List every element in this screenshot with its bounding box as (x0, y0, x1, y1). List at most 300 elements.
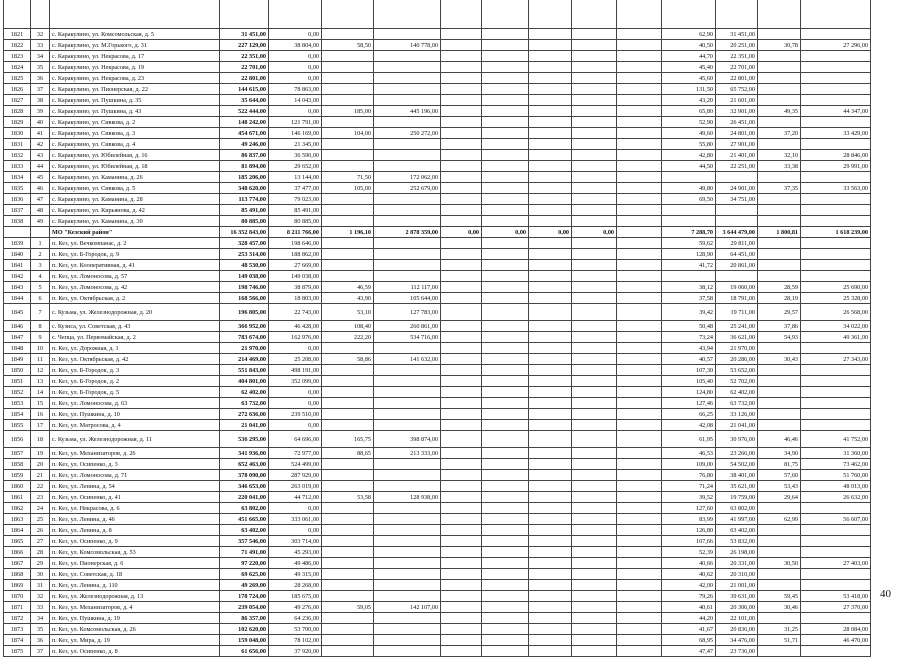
amount-cell: 0,00 (269, 106, 322, 117)
area-cell (758, 139, 801, 150)
row-number-cell: 1849 (4, 354, 31, 365)
empty-cell (617, 29, 662, 40)
empty-cell (617, 117, 662, 128)
value-cell (482, 387, 529, 398)
value-cell (482, 503, 529, 514)
amount-cell: 0,00 (269, 525, 322, 536)
item-number-cell: 35 (31, 624, 50, 635)
value-cell (529, 249, 572, 260)
repair-cost-cell: 3 644 479,00 (716, 227, 758, 238)
value-cell (529, 51, 572, 62)
row-number-cell: 1835 (4, 183, 31, 194)
value-cell (529, 365, 572, 376)
item-number-cell: 49 (31, 216, 50, 227)
empty-cell (617, 183, 662, 194)
amount-cell: 49 486,00 (269, 558, 322, 569)
area-cell (758, 365, 801, 376)
repair-cost-cell: 34 476,00 (716, 635, 758, 646)
value-cell (441, 84, 482, 95)
value-cell (529, 95, 572, 106)
row-number-cell: 1869 (4, 580, 31, 591)
value-cell (482, 332, 529, 343)
table-row (4, 161, 871, 172)
repair-cost-cell (801, 569, 871, 580)
value-cell (572, 249, 617, 260)
total-cost-cell: 348 620,00 (220, 183, 269, 194)
address-cell: п. Кез, ул. Ленина, д. 54 (50, 481, 220, 492)
table-row (4, 409, 871, 420)
value-cell (482, 580, 529, 591)
table-row (4, 293, 871, 304)
repair-cost-cell (374, 613, 441, 624)
area-cell (322, 624, 374, 635)
value-cell (529, 321, 572, 332)
area-cell: 40,57 (662, 354, 716, 365)
value-cell (572, 117, 617, 128)
table-row (4, 332, 871, 343)
address-cell: п. Кез, ул. Осипенко, д. 3 (50, 459, 220, 470)
empty-cell (617, 343, 662, 354)
value-cell (482, 260, 529, 271)
repair-cost-cell: 21 001,00 (716, 580, 758, 591)
repair-cost-cell (801, 580, 871, 591)
area-cell: 88,65 (322, 448, 374, 459)
value-cell (441, 481, 482, 492)
amount-cell: 0,00 (269, 503, 322, 514)
amount-cell: 64 696,00 (269, 431, 322, 448)
item-number-cell: 34 (31, 51, 50, 62)
area-cell: 57,60 (758, 470, 801, 481)
item-number-cell: 12 (31, 365, 50, 376)
total-cost-cell: 81 894,00 (220, 161, 269, 172)
repair-cost-cell (801, 503, 871, 514)
row-number-cell: 1827 (4, 95, 31, 106)
area-cell: 55,80 (662, 139, 716, 150)
empty-cell (617, 591, 662, 602)
value-cell (529, 547, 572, 558)
row-number-cell: 1870 (4, 591, 31, 602)
value-cell (482, 354, 529, 365)
repair-cost-cell (374, 260, 441, 271)
repair-cost-cell (374, 503, 441, 514)
value-cell (572, 73, 617, 84)
value-cell (529, 525, 572, 536)
row-number-cell: 1836 (4, 194, 31, 205)
area-cell: 81,75 (758, 459, 801, 470)
row-number-cell: 1840 (4, 249, 31, 260)
value-cell (572, 84, 617, 95)
address-cell: с. Каракулино, ул. Каманина, д. 26 (50, 172, 220, 183)
item-number-cell: 22 (31, 481, 50, 492)
empty-cell (617, 321, 662, 332)
value-cell (529, 205, 572, 216)
value-cell (529, 216, 572, 227)
repair-cost-cell: 105 644,00 (374, 293, 441, 304)
value-cell (529, 139, 572, 150)
amount-cell: 21 345,00 (269, 139, 322, 150)
table-row (4, 514, 871, 525)
total-cost-cell: 48 530,00 (220, 260, 269, 271)
row-number-cell: 1826 (4, 84, 31, 95)
value-cell (482, 492, 529, 503)
value-cell (529, 343, 572, 354)
area-cell (758, 117, 801, 128)
empty-cell (617, 448, 662, 459)
total-cost-cell: 149 038,00 (220, 271, 269, 282)
value-cell (529, 448, 572, 459)
value-cell (482, 459, 529, 470)
repair-cost-cell (801, 73, 871, 84)
value-cell (441, 525, 482, 536)
amount-cell: 18 803,00 (269, 293, 322, 304)
area-cell (758, 646, 801, 657)
item-number-cell: 45 (31, 172, 50, 183)
area-cell: 30,43 (758, 354, 801, 365)
value-cell: 0,00 (572, 227, 617, 238)
area-cell (322, 73, 374, 84)
total-cost-cell: 144 615,00 (220, 84, 269, 95)
amount-cell: 28 268,00 (269, 580, 322, 591)
repair-cost-cell (374, 420, 441, 431)
total-cost-cell: 378 090,00 (220, 470, 269, 481)
row-number-cell: 1845 (4, 304, 31, 321)
item-number-cell: 8 (31, 321, 50, 332)
value-cell (482, 172, 529, 183)
value-cell (441, 282, 482, 293)
value-cell (529, 646, 572, 657)
amount-cell: 498 191,00 (269, 365, 322, 376)
area-cell: 34,90 (758, 448, 801, 459)
total-cost-cell: 346 653,00 (220, 481, 269, 492)
total-cost-cell: 63 732,00 (220, 398, 269, 409)
value-cell (482, 635, 529, 646)
item-number-cell: 20 (31, 459, 50, 470)
area-cell: 62,99 (758, 514, 801, 525)
value-cell (572, 62, 617, 73)
repair-cost-cell (801, 172, 871, 183)
table-row (4, 29, 871, 40)
repair-cost-cell: 213 333,00 (374, 448, 441, 459)
table-row (4, 602, 871, 613)
empty-cell (617, 150, 662, 161)
row-number-cell: 1873 (4, 624, 31, 635)
row-number-cell: 1847 (4, 332, 31, 343)
value-cell (529, 84, 572, 95)
empty-cell (617, 398, 662, 409)
address-cell: п. Кез, ул. Ломоносова, д. 63 (50, 398, 220, 409)
total-cost-cell: 63 802,00 (220, 503, 269, 514)
area-cell (322, 558, 374, 569)
repair-cost-cell (374, 161, 441, 172)
empty-cell (617, 492, 662, 503)
value-cell (482, 128, 529, 139)
empty-cell (617, 332, 662, 343)
row-number-cell: 1822 (4, 40, 31, 51)
empty-cell (617, 602, 662, 613)
repair-cost-cell: 20 836,00 (716, 624, 758, 635)
repair-cost-cell: 25 241,00 (716, 321, 758, 332)
value-cell (482, 536, 529, 547)
address-cell: с. Каракулино, ул. Сивкова, д. 4 (50, 139, 220, 150)
area-cell (322, 591, 374, 602)
value-cell (441, 602, 482, 613)
item-number-cell: 4 (31, 271, 50, 282)
value-cell (482, 591, 529, 602)
amount-cell: 45 293,00 (269, 547, 322, 558)
row-number-cell: 1846 (4, 321, 31, 332)
repair-cost-cell (801, 95, 871, 106)
repair-cost-cell: 46 470,00 (801, 635, 871, 646)
row-number-cell: 1850 (4, 365, 31, 376)
area-cell: 53,10 (322, 304, 374, 321)
address-cell: с. Каракулино, ул. Некрасова, д. 17 (50, 51, 220, 62)
value-cell (572, 459, 617, 470)
value-cell (529, 332, 572, 343)
total-cost-cell: 102 620,00 (220, 624, 269, 635)
total-cost-cell: 198 746,00 (220, 282, 269, 293)
item-number-cell: 46 (31, 183, 50, 194)
item-number-cell: 43 (31, 150, 50, 161)
row-number-cell: 1830 (4, 128, 31, 139)
area-cell (758, 205, 801, 216)
value-cell (441, 569, 482, 580)
area-cell: 126,80 (662, 525, 716, 536)
value-cell (572, 431, 617, 448)
value-cell (482, 613, 529, 624)
repair-cost-cell (801, 117, 871, 128)
value-cell (441, 128, 482, 139)
repair-cost-cell: 63 802,00 (716, 503, 758, 514)
amount-cell: 185 675,00 (269, 591, 322, 602)
amount-cell: 85 491,00 (269, 205, 322, 216)
value-cell (482, 481, 529, 492)
table-row (4, 304, 871, 321)
area-cell (758, 194, 801, 205)
empty-cell (617, 95, 662, 106)
area-cell (758, 409, 801, 420)
value-cell (441, 376, 482, 387)
repair-cost-cell (374, 591, 441, 602)
value-cell (441, 459, 482, 470)
row-number-cell: 1843 (4, 282, 31, 293)
value-cell (572, 332, 617, 343)
area-cell (758, 376, 801, 387)
amount-cell: 38 804,00 (269, 40, 322, 51)
value-cell (572, 260, 617, 271)
empty-cell (617, 260, 662, 271)
row-number-cell: 1874 (4, 635, 31, 646)
repair-cost-cell (374, 514, 441, 525)
value-cell (529, 470, 572, 481)
repair-cost-cell: 25 328,00 (801, 293, 871, 304)
area-cell (758, 613, 801, 624)
area-cell: 73,24 (662, 332, 716, 343)
item-number-cell: 33 (31, 602, 50, 613)
value-cell (441, 194, 482, 205)
area-cell (758, 271, 801, 282)
repair-cost-cell (801, 205, 871, 216)
value-cell (572, 387, 617, 398)
total-cost-cell: 536 295,00 (220, 431, 269, 448)
area-cell: 38,12 (662, 282, 716, 293)
area-cell (758, 420, 801, 431)
area-cell (322, 365, 374, 376)
empty-cell (617, 106, 662, 117)
address-cell: п. Кез, ул. Кооперативная, д. 41 (50, 260, 220, 271)
value-cell (441, 365, 482, 376)
repair-cost-cell: 1 618 239,00 (801, 227, 871, 238)
amount-cell: 37 920,00 (269, 646, 322, 657)
area-cell (322, 376, 374, 387)
value-cell (441, 635, 482, 646)
amount-cell: 0,00 (269, 387, 322, 398)
empty-cell (617, 128, 662, 139)
value-cell (572, 139, 617, 150)
value-cell (572, 514, 617, 525)
value-cell (529, 304, 572, 321)
area-cell (322, 117, 374, 128)
repair-cost-cell: 41 997,00 (716, 514, 758, 525)
address-cell: п. Кез, ул. Комсомольская, д. 26 (50, 624, 220, 635)
repair-cost-cell (801, 646, 871, 657)
value-cell (482, 161, 529, 172)
value-cell (441, 613, 482, 624)
address-cell: п. Кез, ул. Пушкина, д. 10 (50, 409, 220, 420)
repair-cost-cell (716, 216, 758, 227)
repair-cost-cell (801, 398, 871, 409)
repair-cost-cell (801, 29, 871, 40)
page-number: 40 (880, 588, 891, 600)
area-cell: 39,42 (662, 304, 716, 321)
item-number-cell: 21 (31, 470, 50, 481)
area-cell (322, 150, 374, 161)
table-row (4, 183, 871, 194)
row-number-cell: 1842 (4, 271, 31, 282)
area-cell (322, 398, 374, 409)
row-number-cell: 1825 (4, 73, 31, 84)
value-cell (441, 51, 482, 62)
repair-cost-cell: 56 607,00 (801, 514, 871, 525)
area-cell (758, 95, 801, 106)
value-cell (529, 558, 572, 569)
value-cell (572, 95, 617, 106)
value-cell (572, 150, 617, 161)
area-cell: 185,00 (322, 106, 374, 117)
value-cell (441, 304, 482, 321)
empty-cell (617, 514, 662, 525)
total-cost-cell: 63 402,00 (220, 525, 269, 536)
empty-cell (617, 536, 662, 547)
row-number-cell: 1861 (4, 492, 31, 503)
value-cell (572, 624, 617, 635)
area-cell (322, 249, 374, 260)
item-number-cell: 25 (31, 514, 50, 525)
area-cell (322, 62, 374, 73)
area-cell (758, 238, 801, 249)
value-cell (441, 73, 482, 84)
area-cell: 32,10 (758, 150, 801, 161)
value-cell (482, 343, 529, 354)
repair-cost-cell: 33 563,00 (801, 183, 871, 194)
value-cell (482, 249, 529, 260)
value-cell (441, 172, 482, 183)
housing-register-table (3, 28, 871, 657)
area-cell: 37,35 (758, 183, 801, 194)
area-cell: 46,53 (662, 448, 716, 459)
area-cell: 41,67 (662, 624, 716, 635)
value-cell (529, 635, 572, 646)
value-cell (572, 646, 617, 657)
amount-cell: 27 669,00 (269, 260, 322, 271)
area-cell: 29,57 (758, 304, 801, 321)
area-cell: 53,43 (758, 481, 801, 492)
address-cell: с. Каракулино, ул. Пушкина, д. 35 (50, 95, 220, 106)
value-cell (529, 128, 572, 139)
repair-cost-cell (801, 365, 871, 376)
total-cost-cell: 168 566,00 (220, 293, 269, 304)
repair-cost-cell: 141 632,00 (374, 354, 441, 365)
row-number-cell: 1875 (4, 646, 31, 657)
area-cell (322, 84, 374, 95)
value-cell (529, 503, 572, 514)
value-cell (529, 459, 572, 470)
item-number-cell: 48 (31, 205, 50, 216)
repair-cost-cell: 19 060,00 (716, 282, 758, 293)
value-cell (441, 470, 482, 481)
item-number-cell: 40 (31, 117, 50, 128)
row-number-cell: 1863 (4, 514, 31, 525)
row-number-cell: 1855 (4, 420, 31, 431)
value-cell (529, 398, 572, 409)
area-cell: 40,62 (662, 569, 716, 580)
repair-cost-cell: 41 752,00 (801, 431, 871, 448)
empty-cell (617, 293, 662, 304)
repair-cost-cell: 28 084,00 (801, 624, 871, 635)
amount-cell: 188 862,00 (269, 249, 322, 260)
total-cost-cell: 62 402,00 (220, 387, 269, 398)
address-cell: с. Каракулино, ул. Некрасова, д. 19 (50, 62, 220, 73)
area-cell: 127,46 (662, 398, 716, 409)
table-row (4, 624, 871, 635)
area-cell: 44,20 (662, 613, 716, 624)
value-cell (572, 29, 617, 40)
amount-cell: 0,00 (269, 420, 322, 431)
value-cell (572, 569, 617, 580)
value-cell (529, 271, 572, 282)
repair-cost-cell: 19 759,00 (716, 492, 758, 503)
value-cell (482, 106, 529, 117)
value-cell (529, 409, 572, 420)
amount-cell: 352 099,00 (269, 376, 322, 387)
value-cell (482, 547, 529, 558)
area-cell (322, 646, 374, 657)
row-number-cell: 1858 (4, 459, 31, 470)
repair-cost-cell (801, 194, 871, 205)
value-cell (572, 635, 617, 646)
area-cell (662, 271, 716, 282)
address-cell: п. Кез, ул. Октябрьская, д. 42 (50, 354, 220, 365)
amount-cell: 64 236,00 (269, 613, 322, 624)
repair-cost-cell: 23 266,00 (716, 448, 758, 459)
value-cell (482, 558, 529, 569)
value-cell (441, 624, 482, 635)
area-cell: 29,64 (758, 492, 801, 503)
area-cell: 44,50 (662, 161, 716, 172)
area-cell: 28,59 (758, 282, 801, 293)
item-number-cell: 7 (31, 304, 50, 321)
area-cell: 31,25 (758, 624, 801, 635)
area-cell: 43,90 (322, 293, 374, 304)
